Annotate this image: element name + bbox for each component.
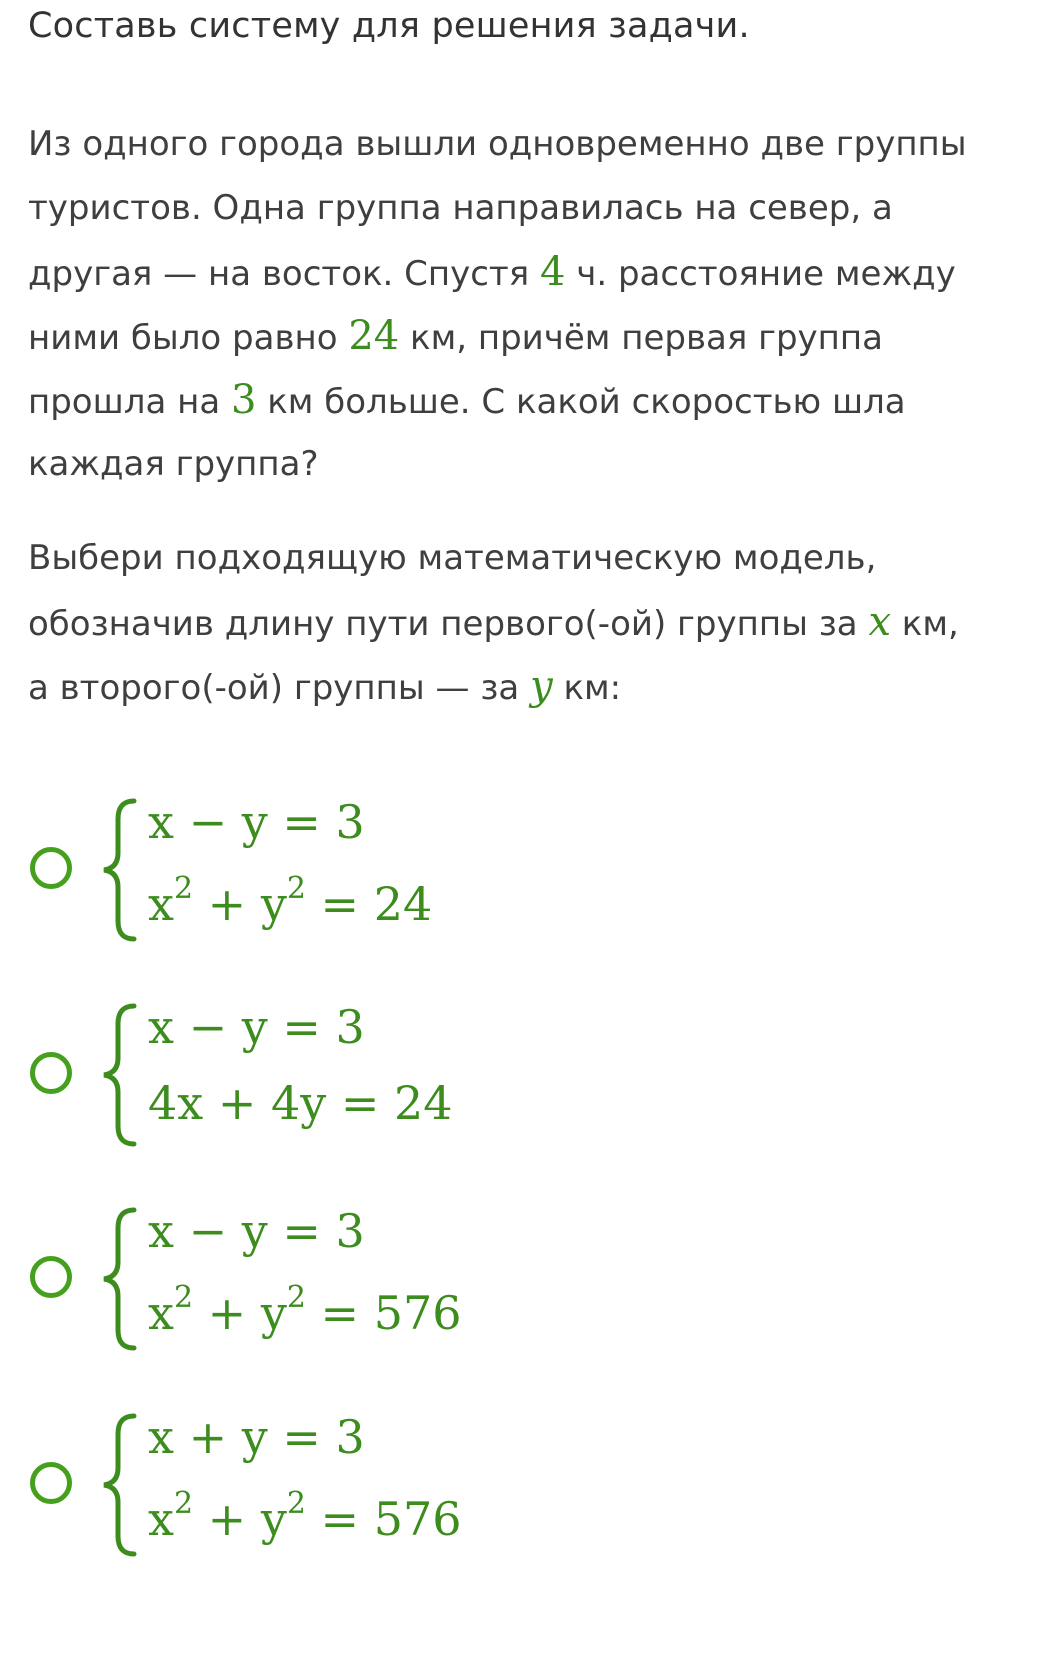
problem-line <box>28 368 967 432</box>
problem-text-part: ч. расстояние между <box>565 254 956 294</box>
equation-part: = 24 <box>305 877 433 931</box>
problem-text <box>28 112 967 496</box>
equation-2 <box>148 1486 462 1546</box>
radio-button[interactable] <box>30 1052 72 1094</box>
distance-value: 24 <box>348 313 400 359</box>
problem-line: каждая группа? <box>28 444 319 484</box>
problem-text-part: км больше. С какой скоростью шла <box>256 382 906 422</box>
left-brace-icon <box>96 1204 140 1354</box>
problem-text-part: прошла на <box>28 382 231 422</box>
task-title: Составь систему для решения задачи. <box>28 6 750 46</box>
equation-2: 4x + 4y = 24 <box>148 1076 453 1130</box>
instruction-line: Выбери подходящую математическую модель, <box>28 538 877 578</box>
difference-value: 3 <box>230 377 257 423</box>
equation-1: x − y = 3 <box>148 1000 365 1054</box>
answer-option-1[interactable] <box>26 795 726 945</box>
equation-part: x <box>148 1286 174 1340</box>
instruction-text-part: км, <box>891 604 959 644</box>
left-brace-icon <box>96 1000 140 1150</box>
exponent: 2 <box>173 871 194 906</box>
variable-y: y <box>530 663 553 709</box>
equation-1: x − y = 3 <box>148 795 365 849</box>
instruction-line <box>28 590 959 654</box>
exponent: 2 <box>286 1280 306 1315</box>
exponent: 2 <box>286 1486 306 1521</box>
equation-part: + y <box>193 877 287 931</box>
equation-2 <box>148 1280 462 1340</box>
instruction-text-part: обозначив длину пути первого(-ой) группы за <box>28 604 869 644</box>
exponent: 2 <box>173 1486 194 1521</box>
problem-text-part: км, причём первая группа <box>399 318 883 358</box>
instruction-text <box>28 526 959 718</box>
radio-button[interactable] <box>30 1256 72 1298</box>
answer-option-2[interactable] <box>26 1000 726 1150</box>
instruction-line <box>28 654 959 718</box>
equation-2 <box>148 871 432 931</box>
answer-option-4[interactable] <box>26 1410 726 1560</box>
equation-part: + y <box>193 1492 287 1546</box>
answer-option-3[interactable] <box>26 1204 726 1354</box>
variable-x: x <box>868 599 891 645</box>
exponent: 2 <box>173 1280 194 1315</box>
equation-part: = 576 <box>305 1286 462 1340</box>
equation-part: = 576 <box>305 1492 462 1546</box>
equation-1: x − y = 3 <box>148 1204 365 1258</box>
problem-line: Из одного города вышли одновременно две группы <box>28 124 967 164</box>
equation-1: x + y = 3 <box>148 1410 365 1464</box>
instruction-text-part: а второго(-ой) группы — за <box>28 668 531 708</box>
equation-part: + y <box>193 1286 287 1340</box>
left-brace-icon <box>96 795 140 945</box>
hours-value: 4 <box>540 249 566 295</box>
problem-line: туристов. Одна группа направилась на север, а <box>28 188 893 228</box>
radio-button[interactable] <box>30 847 72 889</box>
problem-line <box>28 240 967 304</box>
exponent: 2 <box>286 871 306 906</box>
equation-part: x <box>148 877 174 931</box>
problem-text-part: ними было равно <box>28 318 349 358</box>
problem-line <box>28 304 967 368</box>
problem-text-part: другая — на восток. Спустя <box>28 254 540 294</box>
equation-part: x <box>148 1492 174 1546</box>
left-brace-icon <box>96 1410 140 1560</box>
radio-button[interactable] <box>30 1462 72 1504</box>
instruction-text-part: км: <box>552 668 622 708</box>
